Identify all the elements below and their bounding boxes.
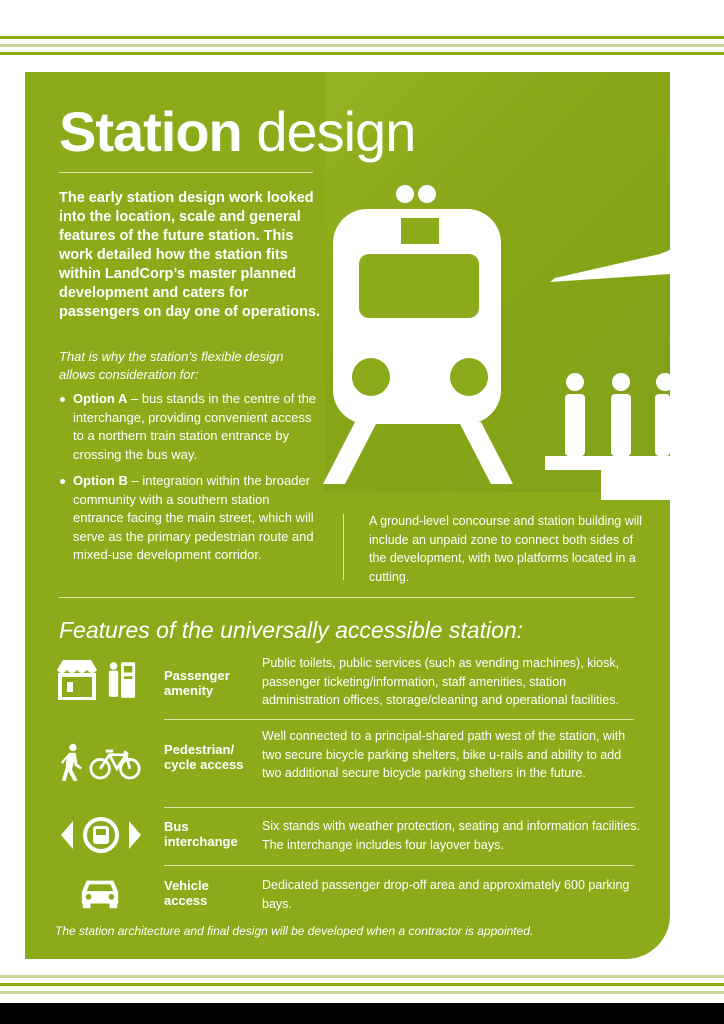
bottom-stripe-3 xyxy=(0,991,724,994)
intro-paragraph: The early station design work looked into the location, scale and general features of the future station. This work detailed how the station fits within LandCorp’s master planned development and caters for passengers on day one of operations. xyxy=(59,190,321,320)
list-item xyxy=(59,390,321,464)
bottom-bar xyxy=(0,1003,724,1024)
station-design-panel xyxy=(25,72,670,959)
option-label: Option B xyxy=(73,473,128,488)
title-regular: design xyxy=(256,100,416,163)
feature-description: Well connected to a principal-shared path west of the station, with two secure bicycle parking shelters, bike u-rails and ability to add two additional secure bicycle parking shelters in the future. xyxy=(262,729,626,780)
feature-description: Public toilets, public services (such as vending machines), kiosk, passenger ticketing/information, staff amenities, station administration offices, storage/cleaning and operational facilities. xyxy=(262,656,620,707)
title-bold: Station xyxy=(59,100,242,163)
feature-name: Bus interchange xyxy=(164,819,238,849)
ticket-machine-icon xyxy=(107,660,137,700)
option-label: Option A xyxy=(73,391,128,406)
feature-name: Passenger amenity xyxy=(164,668,230,698)
list-item xyxy=(59,472,321,565)
feature-divider xyxy=(164,807,634,808)
page-title xyxy=(59,100,415,164)
concourse-note: A ground-level concourse and station building will include an unpaid zone to connect both sides of the development, with two platforms located in a cutting. xyxy=(369,514,643,584)
option-text: – bus stands in the centre of the interchange, providing convenient access to a northern train station entrance by crossing the bus way. xyxy=(73,391,317,462)
walking-person-icon xyxy=(61,743,83,783)
footnote: The station architecture and final design will be developed when a contractor is appointed. xyxy=(55,924,534,938)
option-text: – integration within the broader community with a southern station entrance facing the main street, which will serve as the primary pedestrian route and mixed-use development corridor. xyxy=(73,473,314,562)
kiosk-icon xyxy=(55,658,99,700)
feature-name: Vehicle access xyxy=(164,878,209,908)
options-list xyxy=(59,390,321,573)
feature-divider xyxy=(164,719,634,720)
title-divider xyxy=(59,172,313,173)
top-stripe-1 xyxy=(0,36,724,39)
feature-passenger-amenity xyxy=(25,656,670,715)
bullet-icon xyxy=(60,479,65,484)
bus-interchange-icon xyxy=(61,815,141,855)
feature-bus-interchange xyxy=(25,815,670,860)
side-divider xyxy=(343,514,344,580)
feature-pedestrian-cycle xyxy=(25,727,670,802)
top-stripe-2 xyxy=(0,44,724,47)
bottom-stripe-2 xyxy=(0,983,724,986)
section-divider xyxy=(59,597,635,598)
lead-paragraph: That is why the station’s flexible design allows consideration for: xyxy=(59,349,284,382)
feature-name: Pedestrian/ cycle access xyxy=(164,742,244,772)
top-stripe-3 xyxy=(0,52,724,55)
features-heading: Features of the universally accessible station: xyxy=(59,617,524,643)
feature-divider xyxy=(164,865,634,866)
car-icon xyxy=(79,876,121,910)
bottom-stripe-1 xyxy=(0,975,724,978)
feature-description: Dedicated passenger drop-off area and approximately 600 parking bays. xyxy=(262,878,630,911)
bicycle-icon xyxy=(89,749,141,781)
train-platform-icon xyxy=(315,184,670,504)
feature-description: Six stands with weather protection, seating and information facilities. The interchange includes four layover bays. xyxy=(262,819,640,852)
bullet-icon xyxy=(60,397,65,402)
feature-vehicle-access xyxy=(25,872,670,917)
